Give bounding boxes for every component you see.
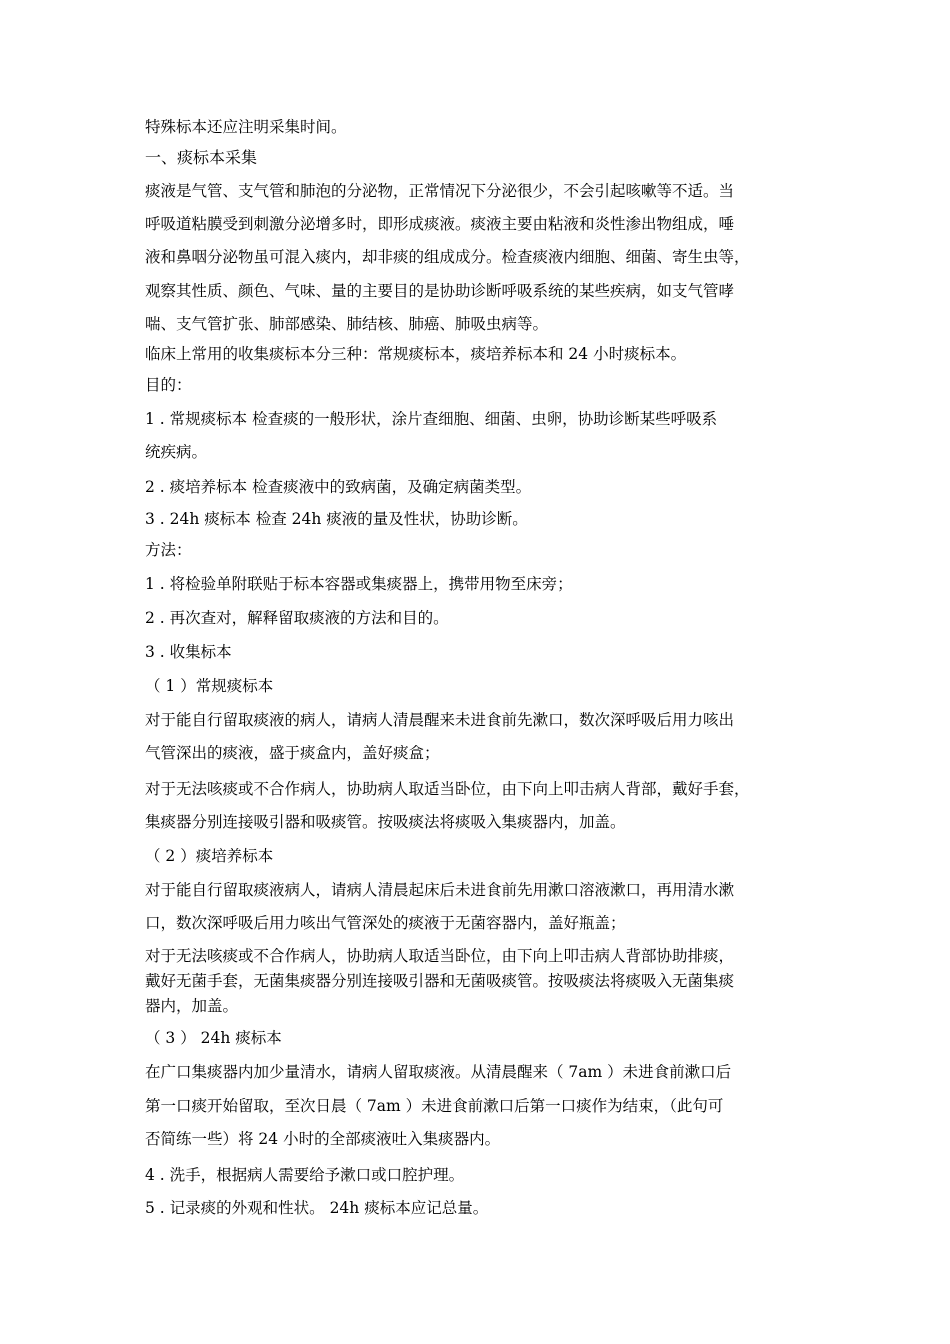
text-line: （ 1 ）常规痰标本 (145, 677, 274, 695)
text-line: 5 . 记录痰的外观和性状。 24h 痰标本应记总量。 (145, 1199, 489, 1217)
text-line: 对于无法咳痰或不合作病人，协助病人取适当卧位，由下向上叩击病人背部，戴好手套， (145, 780, 750, 798)
text-line: 呼吸道粘膜受到刺激分泌增多时，即形成痰液。痰液主要由粘液和炎性渗出物组成，唾 (145, 215, 735, 233)
text-line: 4 . 洗手，根据病人需要给予漱口或口腔护理。 (145, 1166, 465, 1184)
text-line: 3 . 24h 痰标本 检查 24h 痰液的量及性状，协助诊断。 (145, 510, 528, 528)
text-line: 在广口集痰器内加少量清水，请病人留取痰液。从清晨醒来（ 7am ）未进食前漱口后 (145, 1063, 732, 1081)
text-line: 1 . 常规痰标本 检查痰的一般形状，涂片查细胞、细菌、虫卵，协助诊断某些呼吸系 (145, 410, 718, 428)
text-line: 临床上常用的收集痰标本分三种：常规痰标本，痰培养标本和 24 小时痰标本。 (145, 345, 687, 363)
text-line: （ 2 ）痰培养标本 (145, 847, 274, 865)
text-line: 观察其性质、颜色、气味、量的主要目的是协助诊断呼吸系统的某些疾病，如支气管哮 (145, 282, 735, 300)
text-line: 方法： (145, 541, 192, 559)
text-line: 喘、支气管扩张、肺部感染、肺结核、肺癌、肺吸虫病等。 (145, 315, 549, 333)
text-line: 对于能自行留取痰液病人，请病人清晨起床后未进食前先用漱口溶液漱口，再用清水漱 (145, 881, 735, 899)
text-line: 1 . 将检验单附联贴于标本容器或集痰器上，携带用物至床旁； (145, 575, 573, 593)
text-line: 3 . 收集标本 (145, 643, 232, 661)
text-line: 特殊标本还应注明采集时间。 (145, 118, 347, 136)
text-line: 口，数次深呼吸后用力咳出气管深处的痰液于无菌容器内，盖好瓶盖； (145, 914, 626, 932)
text-line: 痰液是气管、支气管和肺泡的分泌物，正常情况下分泌很少，不会引起咳嗽等不适。当 (145, 182, 735, 200)
text-line: 集痰器分别连接吸引器和吸痰管。按吸痰法将痰吸入集痰器内，加盖。 (145, 813, 626, 831)
section-heading: 一、痰标本采集 (145, 148, 258, 167)
text-line: 液和鼻咽分泌物虽可混入痰内，却非痰的组成成分。检查痰液内细胞、细菌、寄生虫等， (145, 248, 750, 266)
text-line: 气管深出的痰液，盛于痰盒内，盖好痰盒； (145, 744, 440, 762)
text-line: 第一口痰开始留取，至次日晨（ 7am ）未进食前漱口后第一口痰作为结束，（此句可 (145, 1097, 724, 1115)
text-line: 2 . 痰培养标本 检查痰液中的致病菌，及确定病菌类型。 (145, 478, 532, 496)
text-line: 否简练一些）将 24 小时的全部痰液吐入集痰器内。 (145, 1130, 501, 1148)
text-line: 戴好无菌手套，无菌集痰器分别连接吸引器和无菌吸痰管。按吸痰法将痰吸入无菌集痰 (145, 972, 735, 990)
text-line: 2 . 再次查对，解释留取痰液的方法和目的。 (145, 609, 449, 627)
text-line: 目的： (145, 376, 192, 394)
text-line: （ 3 ） 24h 痰标本 (145, 1029, 282, 1047)
text-line: 统疾病。 (145, 443, 208, 461)
text-line: 器内，加盖。 (145, 997, 239, 1015)
text-line: 对于能自行留取痰液的病人，请病人清晨醒来未进食前先漱口，数次深呼吸后用力咳出 (145, 711, 735, 729)
text-line: 对于无法咳痰或不合作病人，协助病人取适当卧位，由下向上叩击病人背部协助排痰， (145, 947, 735, 965)
